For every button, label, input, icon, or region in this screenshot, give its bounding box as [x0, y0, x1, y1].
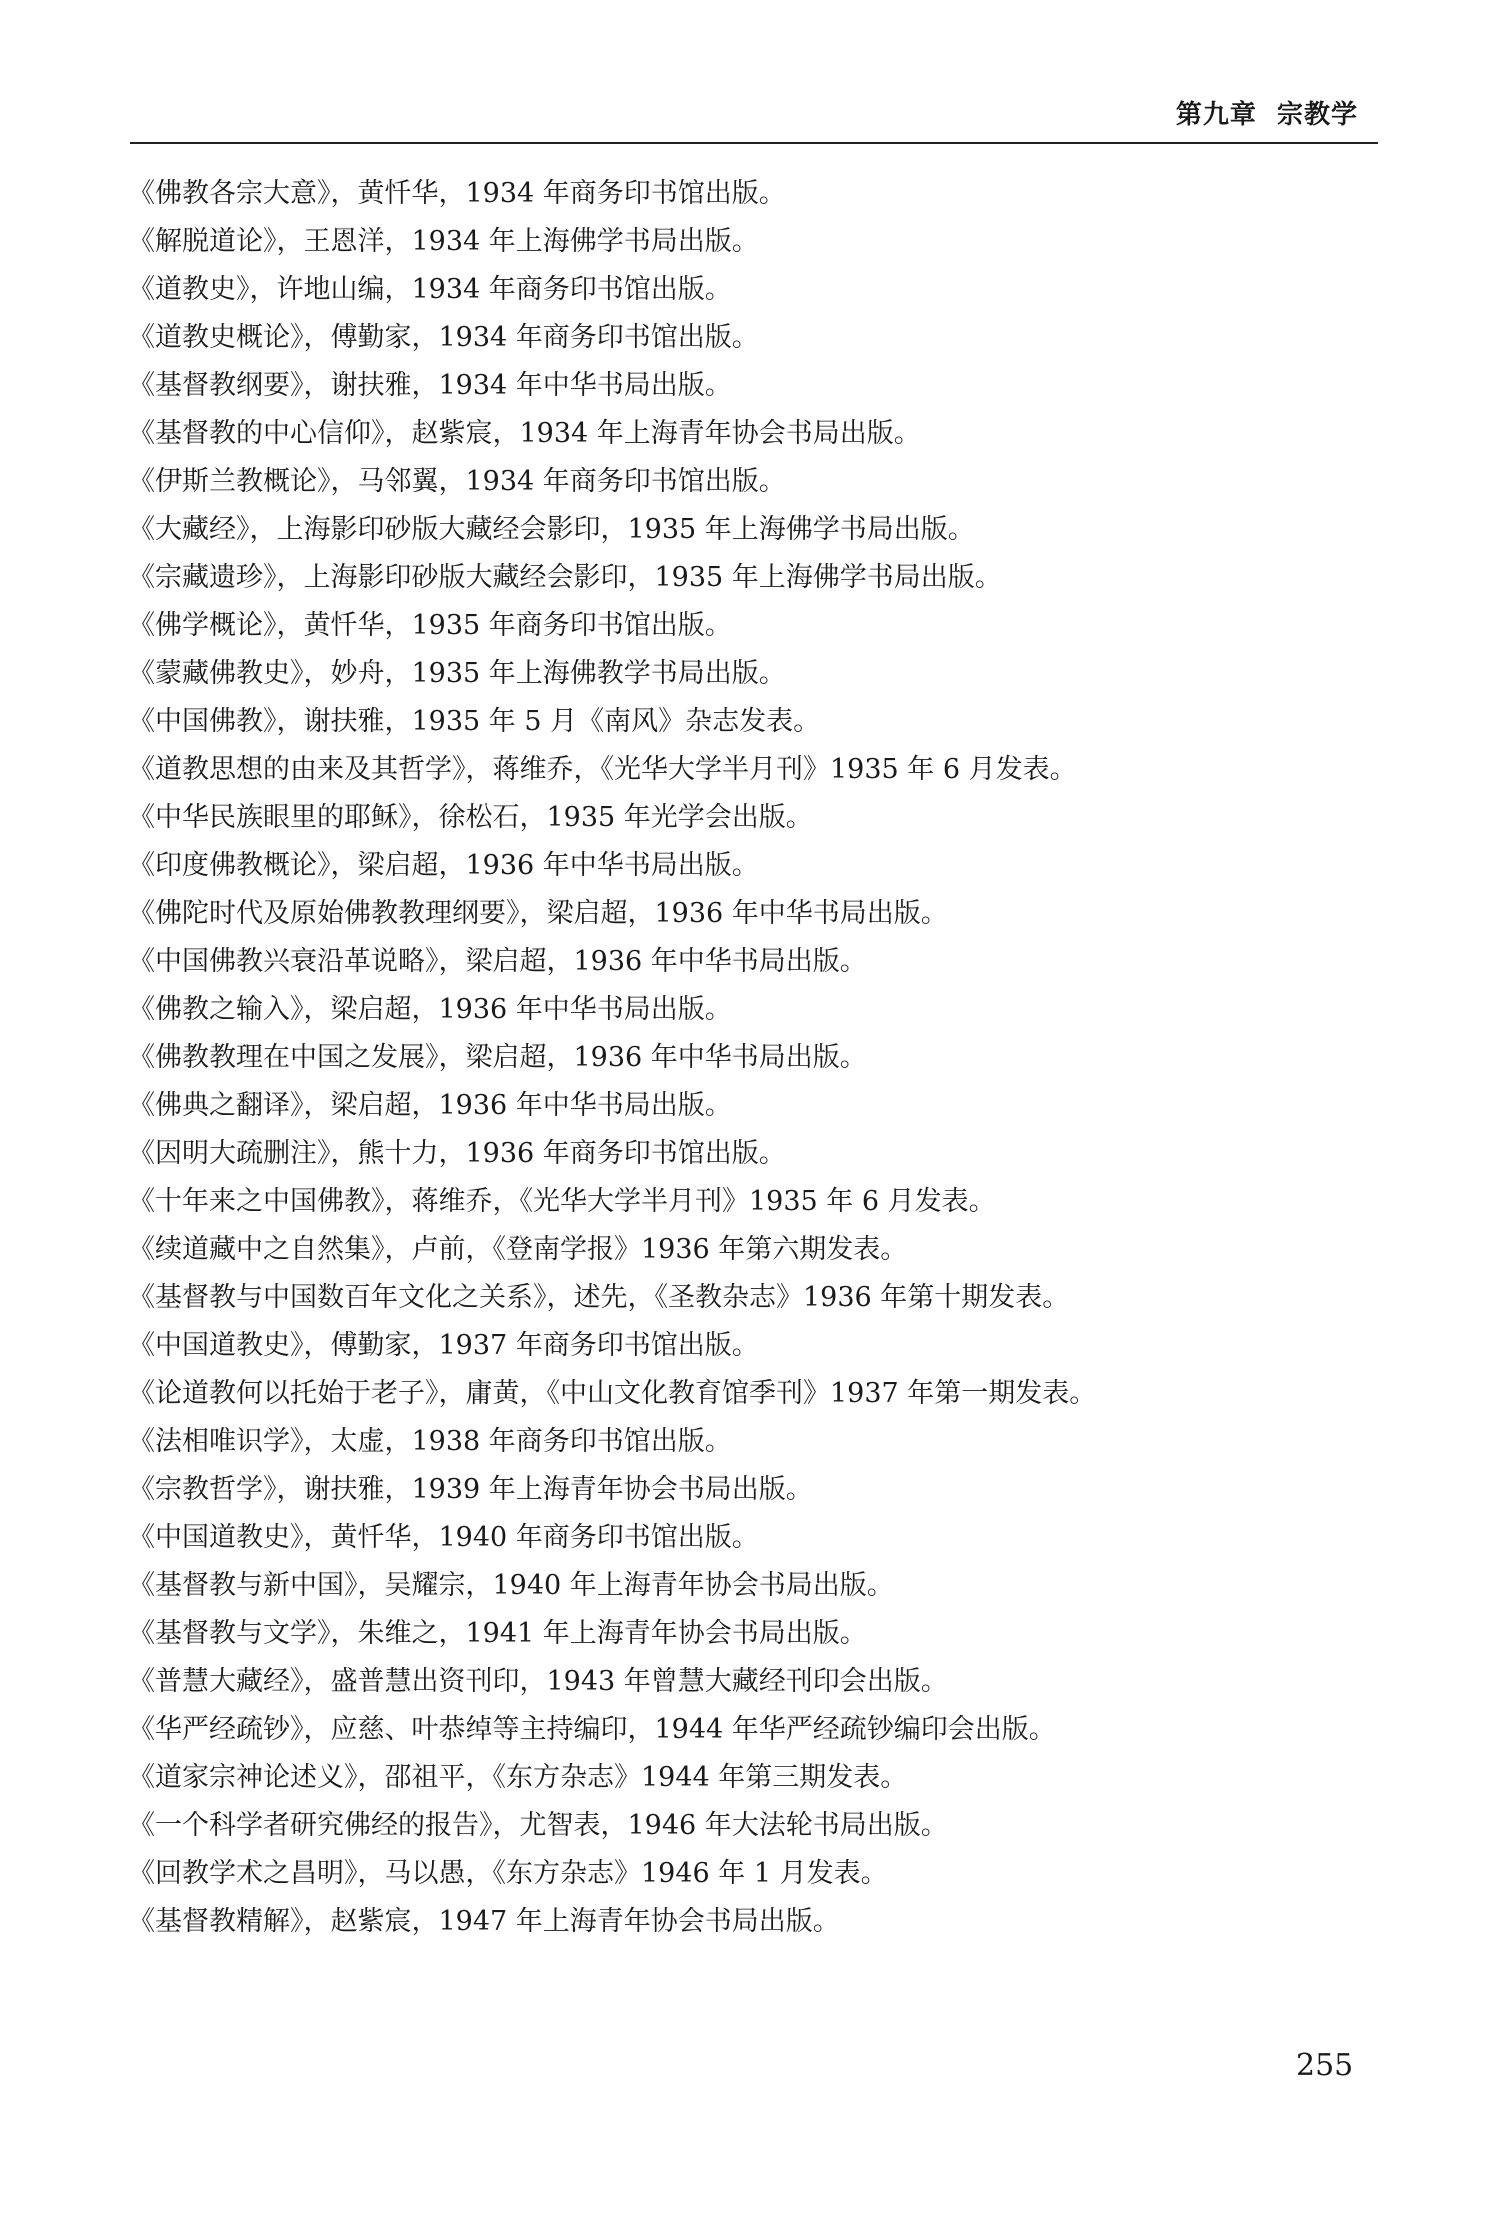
bibliography-entry: 《印度佛教概论》，梁启超，1936 年中华书局出版。 — [128, 850, 759, 881]
bibliography-entry: 《普慧大藏经》，盛普慧出资刊印，1943 年曾慧大藏经刊印会出版。 — [128, 1666, 948, 1697]
bibliography-entry: 《中国佛教兴衰沿革说略》，梁启超，1936 年中华书局出版。 — [128, 946, 867, 977]
bibliography-entry: 《基督教的中心信仰》，赵紫宸，1934 年上海青年协会书局出版。 — [128, 418, 921, 449]
bibliography-entry: 《蒙藏佛教史》，妙舟，1935 年上海佛教学书局出版。 — [128, 658, 786, 689]
bibliography-entry: 《道教史概论》，傅勤家，1934 年商务印书馆出版。 — [128, 322, 759, 353]
chapter-title: 第九章 宗教学 — [1175, 100, 1358, 130]
bibliography-entry: 《基督教与中国数百年文化之关系》，述先，《圣教杂志》1936 年第十期发表。 — [128, 1282, 1070, 1313]
bibliography-entry: 《佛教之输入》，梁启超，1936 年中华书局出版。 — [128, 994, 732, 1025]
bibliography-entry: 《道教思想的由来及其哲学》，蒋维乔，《光华大学半月刊》1935 年 6 月发表。 — [128, 754, 1077, 785]
bibliography-entry: 《宗教哲学》，谢扶雅，1939 年上海青年协会书局出版。 — [128, 1474, 813, 1505]
bibliography-entry: 《中国佛教》，谢扶雅，1935 年 5 月《南风》杂志发表。 — [128, 706, 821, 737]
bibliography-entry: 《论道教何以托始于老子》，庸黄，《中山文化教育馆季刊》1937 年第一期发表。 — [128, 1378, 1097, 1409]
bibliography-entry: 《十年来之中国佛教》，蒋维乔，《光华大学半月刊》1935 年 6 月发表。 — [128, 1186, 996, 1217]
page-number: 255 — [1296, 2048, 1354, 2083]
bibliography-entry: 《续道藏中之自然集》，卢前，《登南学报》1936 年第六期发表。 — [128, 1234, 908, 1265]
bibliography-entry: 《法相唯识学》，太虚，1938 年商务印书馆出版。 — [128, 1426, 732, 1457]
bibliography-entry: 《道教史》，许地山编，1934 年商务印书馆出版。 — [128, 274, 732, 305]
bibliography-entry: 《一个科学者研究佛经的报告》，尤智表，1946 年大法轮书局出版。 — [128, 1810, 948, 1841]
bibliography-entry: 《基督教纲要》，谢扶雅，1934 年中华书局出版。 — [128, 370, 732, 401]
bibliography-entry: 《基督教精解》，赵紫宸，1947 年上海青年协会书局出版。 — [128, 1906, 840, 1937]
bibliography-entry: 《基督教与文学》，朱维之，1941 年上海青年协会书局出版。 — [128, 1618, 867, 1649]
bibliography-entry: 《宗藏遗珍》，上海影印砂版大藏经会影印，1935 年上海佛学书局出版。 — [128, 562, 1002, 593]
bibliography-entry: 《中国道教史》，黄忏华，1940 年商务印书馆出版。 — [128, 1522, 759, 1553]
bibliography-entry: 《道家宗神论述义》，邵祖平，《东方杂志》1944 年第三期发表。 — [128, 1762, 908, 1793]
bibliography-entry: 《佛学概论》，黄忏华，1935 年商务印书馆出版。 — [128, 610, 732, 641]
bibliography-entry: 《回教学术之昌明》，马以愚，《东方杂志》1946 年 1 月发表。 — [128, 1858, 888, 1889]
bibliography-entry: 《解脱道论》，王恩洋，1934 年上海佛学书局出版。 — [128, 226, 759, 257]
bibliography-entry: 《佛典之翻译》，梁启超，1936 年中华书局出版。 — [128, 1090, 732, 1121]
bibliography-entry: 《佛教各宗大意》，黄忏华，1934 年商务印书馆出版。 — [128, 178, 786, 209]
bibliography-list — [128, 170, 1388, 1946]
bibliography-entry: 《华严经疏钞》，应慈、叶恭绰等主持编印，1944 年华严经疏钞编印会出版。 — [128, 1714, 1056, 1745]
bibliography-entry: 《伊斯兰教概论》，马邻翼，1934 年商务印书馆出版。 — [128, 466, 786, 497]
bibliography-entry: 《大藏经》，上海影印砂版大藏经会影印，1935 年上海佛学书局出版。 — [128, 514, 975, 545]
running-header — [130, 90, 1378, 144]
bibliography-entry: 《中国道教史》，傅勤家，1937 年商务印书馆出版。 — [128, 1330, 759, 1361]
bibliography-entry: 《基督教与新中国》，吴耀宗，1940 年上海青年协会书局出版。 — [128, 1570, 894, 1601]
bibliography-entry: 《佛教教理在中国之发展》，梁启超，1936 年中华书局出版。 — [128, 1042, 867, 1073]
bibliography-entry: 《佛陀时代及原始佛教教理纲要》，梁启超，1936 年中华书局出版。 — [128, 898, 948, 929]
bibliography-entry: 《中华民族眼里的耶稣》，徐松石，1935 年光学会出版。 — [128, 802, 813, 833]
bibliography-entry: 《因明大疏删注》，熊十力，1936 年商务印书馆出版。 — [128, 1138, 786, 1169]
